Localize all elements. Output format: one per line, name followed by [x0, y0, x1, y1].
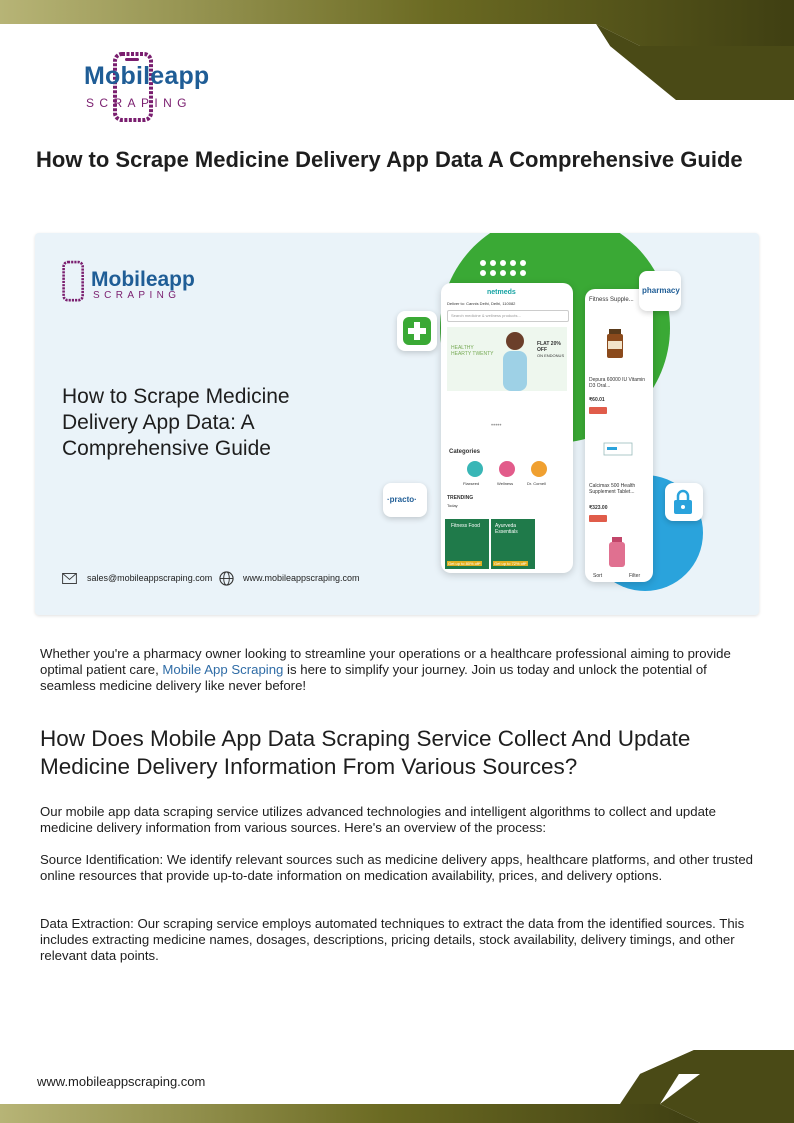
product-list-title: Fitness Supple... [589, 297, 634, 303]
filter-button[interactable]: Filter [629, 573, 641, 579]
header-logo-subtitle: SCRAPING [86, 96, 192, 110]
carousel-dots: ••••• [491, 423, 502, 429]
banner-logo-subtitle: SCRAPING [93, 290, 181, 301]
category-label-1: Flaxseed [463, 481, 480, 486]
practo-badge-label: ·practo· [387, 495, 417, 504]
source-identification-term: Source Identification: [40, 852, 164, 867]
tile-ayurveda-title: Ayurveda Essentials [495, 523, 518, 535]
phone-mockup-home [441, 283, 573, 573]
pharmacy-badge-label: pharmacy [642, 286, 680, 295]
category-label-3: Dr. Cornell [527, 481, 546, 486]
category-flaxseed[interactable] [467, 461, 483, 477]
overview-paragraph: Our mobile app data scraping service utilizes advanced technologies and intelligent algorithms to collect and update medicine delivery information from various sources. Here's an overview of the process: [40, 804, 716, 836]
category-dr-cornell[interactable] [531, 461, 547, 477]
hero-banner [35, 233, 759, 615]
banner-logo-icon [61, 259, 87, 305]
header-logo-wordmark: Mobileapp [84, 62, 210, 90]
source-identification-text: We identify relevant sources such as medicine delivery apps, healthcare platforms, and other trusted online resources that provide up-to-date information on medication availability, prices, and delivery options. [40, 852, 754, 884]
product-name-1: Depura 60000 IU Vitamin D3 Oral... [589, 377, 646, 389]
category-wellness[interactable] [499, 461, 515, 477]
product-price-1: ₹60.01 [589, 397, 605, 403]
lock-heart-icon [665, 483, 703, 521]
trending-subheading: Today [447, 503, 458, 508]
intro-text-after: is here to simplify your journey. Join us today and unlock the potential of seamless medicine delivery like never before! [40, 662, 707, 694]
trending-tile-fitness[interactable] [445, 519, 489, 569]
sort-button[interactable]: Sort [593, 573, 603, 579]
mail-icon [62, 573, 77, 584]
product-price-2: ₹323.00 [589, 505, 608, 511]
add-button-1[interactable] [589, 407, 607, 414]
data-extraction-text: Our scraping service employs automated techniques to extract the data from the identified sources. This includes extracting medicine names, dosages, descriptions, pricing details, stock availability, delivery timings, and other relevant data points. [40, 916, 745, 964]
product-box-image [603, 439, 633, 459]
tile-fitness-offer: Get up to 80% off* [448, 561, 481, 566]
intro-text-before: Whether you're a pharmacy owner looking to streamline your operations or a healthcare professional aiming to provide optimal patient care, [40, 646, 731, 678]
page-title: How to Scrape Medicine Delivery App Data A Comprehensive Guide [36, 147, 743, 172]
tile-ayurveda-offer: Get up to 72% off* [494, 561, 527, 566]
promo-headline: HEALTHY HEARTY TWENTY [451, 345, 494, 357]
product-name-2: Calcimax 500 Health Supplement Tablet... [589, 483, 636, 495]
categories-heading: Categories [449, 449, 481, 455]
data-extraction-paragraph [40, 916, 760, 965]
trending-tile-ayurveda[interactable] [491, 519, 535, 569]
data-extraction-term: Data Extraction: [40, 916, 134, 931]
delivery-location: Deliver to: Cannis Delhi, Delhi, 110082 [447, 301, 516, 306]
secure-health-badge [665, 483, 703, 521]
promo-offer: FLAT 20% OFF [537, 341, 561, 353]
intro-paragraph [40, 646, 760, 695]
app-search-placeholder: Search medicine & wellness products... [451, 313, 521, 318]
promo-model-image [495, 327, 535, 391]
globe-icon [219, 571, 234, 586]
banner-title: How to Scrape Medicine Delivery App Data: A Comprehensive Guide [62, 385, 290, 460]
app-brand: netmeds [487, 289, 516, 296]
pharmacy-badge [639, 271, 681, 311]
mobile-app-scraping-link[interactable]: Mobile App Scraping [162, 662, 284, 678]
source-identification-paragraph [40, 852, 760, 884]
promo-banner[interactable] [447, 327, 567, 391]
banner-email: sales@mobileappscraping.com [87, 573, 213, 583]
category-label-2: Wellness [497, 481, 514, 486]
medical-cross-badge [397, 311, 437, 351]
footer-website-link[interactable]: www.mobileappscraping.com [37, 1074, 206, 1089]
add-button-2[interactable] [589, 515, 607, 522]
tile-fitness-title: Fitness Food [451, 523, 480, 529]
medical-cross-icon [397, 311, 437, 351]
section-heading: How Does Mobile App Data Scraping Service Collect And Update Medicine Delivery Information From Various Sources? [40, 726, 691, 779]
practo-badge [383, 483, 427, 517]
trending-heading: TRENDING [447, 495, 474, 501]
product-bottle-image [605, 329, 625, 359]
app-search-bar[interactable] [447, 310, 569, 322]
product-syrup-image [607, 537, 627, 567]
banner-website: www.mobileappscraping.com [243, 573, 360, 583]
promo-subtext: ON ENDONUS [537, 353, 565, 358]
banner-logo-wordmark: Mobileapp [91, 268, 195, 291]
phone-mockup-product-list [585, 289, 653, 582]
